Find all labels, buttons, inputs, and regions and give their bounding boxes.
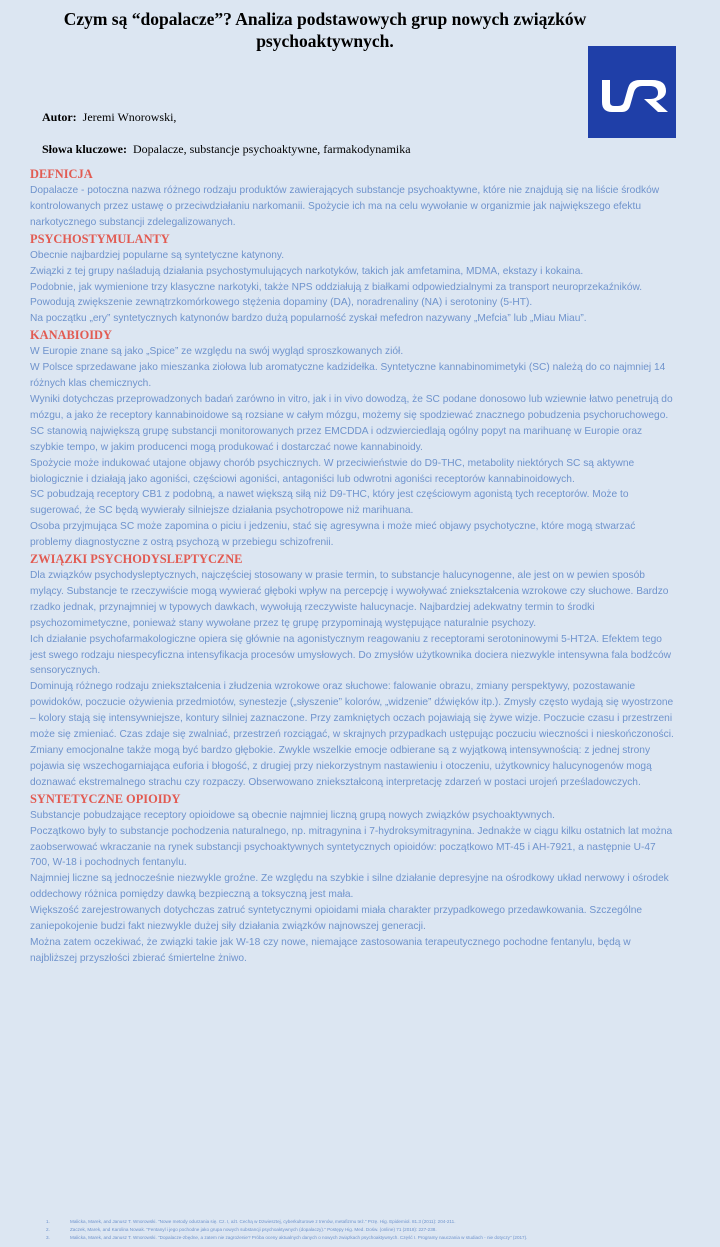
paragraph: Obecnie najbardziej popularne są syntetyczne katynony. bbox=[30, 249, 285, 261]
reference-item bbox=[46, 1226, 686, 1234]
paragraph: Wyniki dotychczas przeprowadzonych badań zarówno in vitro, jak i in vivo dowodzą, że SC podane donosowo lub wziewnie łatwo penetrują do mózgu, a jako że receptory kannabinoidowe są rozsiane w całym mózgu, możemy się spodziewać znacznego pobudzenia psychoruchowego. bbox=[30, 393, 673, 421]
author-line: Autor: Jeremi Wnorowski, bbox=[42, 110, 177, 124]
paragraph: W Polsce sprzedawane jako mieszanka ziołowa lub aromatyczne kadzidełka. Syntetyczne kannabinomimetyki (SC) należą do co najmniej 14 różnych klas chemicznych. bbox=[30, 362, 666, 390]
paragraph: Można zatem oczekiwać, że związki takie jak W-18 czy nowe, niemające zastosowania terapeutycznego pochodne fentanylu, będą w najbliższej przyszłości zbierać śmiertelne żniwo. bbox=[30, 936, 631, 964]
ur-logo-icon bbox=[588, 46, 676, 138]
section-psychodysleptics bbox=[30, 551, 678, 791]
paragraph: Dla związków psychodysleptycznych, najczęściej stosowany w prasie termin, to substancje halucynogenne, ale jest on w pewien sposób mylący. Substancje te rzeczywiście mogą wywierać głęboki wpływ na percepcję i wywoływać zniekształcenia wzrokowe czy słuchowe. Bardzo rzadko jednak, przynajmniej w typowych dawkach, wywołują rzeczywiste halucynacje. Najbardziej adekwatny termin to środki psychozomimetyczne, ponieważ stany wywołane przez tę grupę przypominają występujące naturalnie psychozy. bbox=[30, 570, 669, 629]
paragraph: Na początku „ery” syntetycznych katynonów bardzo dużą popularność zyskał mefedron nazywany „Mefcia” lub „Miau Miau”. bbox=[30, 313, 587, 325]
reference-number: 2. bbox=[46, 1227, 50, 1232]
references bbox=[46, 1218, 686, 1242]
section-heading: PSYCHOSTYMULANTY bbox=[30, 231, 170, 246]
keywords-value: Dopalacze, substancje psychoaktywne, farmakodynamika bbox=[133, 142, 411, 156]
reference-text: Malicka, Marek, and Janusz T. Wnorowski. "Nowe metody odurzania się. Cz. I, ażt. Cechą w Dzwiesztej, cyberkulturowe z trenów, metafizmu też." Przę. Hig. Epidemiol. 81.3 (2011): 204-211. bbox=[70, 1219, 456, 1224]
reference-item bbox=[46, 1218, 686, 1226]
section-heading: KANABIOIDY bbox=[30, 328, 112, 343]
paragraph: Podobnie, jak wymienione trzy klasyczne narkotyki, także NPS oddziałują z białkami odpowiedzialnymi za transport neuroprzekaźników. Powodują zwiększenie zewnątrzkomórkowego stężenia dopaminy (DA), noradrenaliny (NA) i serotoniny (5-HT). bbox=[30, 281, 643, 309]
section-heading: SYNTETYCZNE OPIOIDY bbox=[30, 791, 181, 806]
paragraph: Substancje pobudzające receptory opioidowe są obecnie najmniej liczną grupą nowych związków psychoaktywnych. bbox=[30, 809, 555, 821]
reference-number: 1. bbox=[46, 1219, 50, 1224]
ur-logo bbox=[588, 46, 676, 138]
section-definition bbox=[30, 166, 678, 231]
paragraph: Związki z tej grupy naśladują działania psychostymulujących narkotyków, takich jak amfetamina, MDMA, ekstazy i kokaina. bbox=[30, 265, 584, 277]
reference-item bbox=[46, 1234, 686, 1242]
section-synthetic-opioids bbox=[30, 791, 678, 967]
reference-number: 3. bbox=[46, 1235, 50, 1240]
paragraph: SC stanowią największą grupę substancji monitorowanych przez EMCDDA i odzwierciedlają ogólny popyt na marihuanę w Europie oraz szybkie tempo, w jakim producenci mogą produkować i dostarczać nowe kannabinoidy. bbox=[30, 425, 643, 453]
section-cannabinoids bbox=[30, 327, 678, 551]
keywords-label: Słowa kluczowe bbox=[42, 142, 123, 156]
paragraph: Dopalacze - potoczna nazwa różnego rodzaju produktów zawierających substancje psychoaktywne, które nie znajdują się na liście środków kontrolowanych przez ustawę o przeciwdziałaniu narkomanii. Spożycie ich ma na celu wywołanie w organizmie jak największego efektu narkotycznego substancji zdelegalizowanych. bbox=[30, 185, 660, 228]
author-value: Jeremi Wnorowski, bbox=[82, 110, 177, 124]
paragraph: Większość zarejestrowanych dotychczas zatruć syntetycznymi opioidami miała charakter przypadkowego przedawkowania. Szczególne zaniepokojenie budzi fakt niezwykle dużej siły działania związków najnowszej generacji. bbox=[30, 905, 643, 933]
reference-text: Malicka, Marek, and Janusz T. Wnorowski. "Dopalacze-zbędne, a zatem nie zagrożenie? Próba oceny aktualnych danych o nowych związkach psychoaktywnych. Część I. Programy nauczania w studiach - nie dotyczy" (2017). bbox=[70, 1235, 528, 1240]
keywords-line: Słowa kluczowe: Dopalacze, substancje psychoaktywne, farmakodynamika bbox=[42, 142, 411, 156]
paragraph: Ich działanie psychofarmakologiczne opiera się głównie na agonistycznym reagowaniu z receptorami serotoninowymi 5-HT2A. Efektem tego jest swego rodzaju niespecyficzna intensyfikacja procesów umysłowych. Do zmysłów użytkownika dociera niezwykle intensywna fala bodźców sensorycznych. bbox=[30, 633, 671, 677]
paragraph: Spożycie może indukować utajone objawy chorób psychicznych. W przeciwieństwie do D9-THC, metabolity niektórych SC są aktywne biologicznie i działają jako agoniści, częściowi agoniści, antagoniści lub odwrotni agoniści receptorów kannabinoidowych. bbox=[30, 457, 635, 485]
paragraph: SC pobudzają receptory CB1 z podobną, a nawet większą siłą niż D9-THC, który jest częściowym agonistą tych receptorów. Może to sugerować, że SC będą wywierały silniejsze działania psychotropowe niż marihuana. bbox=[30, 489, 629, 517]
section-psychostimulants bbox=[30, 231, 678, 328]
section-heading: ZWIĄZKI PSYCHODYSLEPTYCZNE bbox=[30, 552, 243, 567]
author-label: Autor bbox=[42, 110, 73, 124]
paragraph: Osoba przyjmująca SC może zapomina o piciu i jedzeniu, stać się agresywna i może mieć objawy psychotyczne, które mogą stwarzać problemy diagnostyczne z ostrą psychozą w przebiegu schizofrenii. bbox=[30, 521, 636, 549]
page-title: Czym są “dopalacze”? Analiza podstawowych grup nowych związków psychoaktywnych. bbox=[63, 9, 587, 51]
paragraph: Najmniej liczne są jednocześnie niezwykle groźne. Ze względu na szybkie i silne działanie depresyjne na ośrodkowy układ nerwowy i ośrodek oddechowy różnica pomiędzy dawką bezpieczną a toksyczną jest mała. bbox=[30, 873, 669, 901]
paragraph: Początkowo były to substancje pochodzenia naturalnego, np. mitragynina i 7-hydroksymitragynina. Jednakże w ciągu kilku ostatnich lat można zaobserwować wkraczanie na rynek substancji psychoaktywnych syntetycznych opioidów: początkowo MT-45 i AH-7921, a następnie U-47 700, W-18 i pochodnych fentanylu. bbox=[30, 825, 673, 869]
reference-text: Zaczek, Marek, and Karolina Nowak. "Fentanyl i jego pochodne jako grupa nowych substancji psychoaktywnych (dopalaczy)." Postępy Hig. Med. Dośw. (online) 71 (2018): 227-238. bbox=[70, 1227, 437, 1232]
paragraph: Dominują różnego rodzaju zniekształcenia i złudzenia wzrokowe oraz słuchowe: falowanie obrazu, zmiany perspektywy, pozostawanie powidoków, poczucie ożywienia przedmiotów, synestezje („słyszenie” kolorów, „widzenie” dźwięków itp.). Zmysły często wydają się wyostrzone – kolory stają się intensywniejsze, kontury silniej zaznaczone. Przy zamkniętych oczach pojawiają się żywe wizje. Poczucie czasu i przestrzeni może się zmieniać. Czas zdaje się zwalniać, przestrzeń rozciągać, w skrajnych przypadkach ustępując poczuciu wieczności i nieskończoności. Zmiany emocjonalne także mogą być bardzo głębokie. Zwykle wszelkie emocje odbierane są z wyjątkową intensywnością: z jednej strony pojawia się wszechogarniająca euforia i błogość, z drugiej przy niekorzystnym nastawieniu i otoczeniu, użytkownicy halucynogenów mogą doznawać ekstremalnego strachu czy rozpaczy. Obserwowano zniekształconą interpretację zdarzeń w postaci urojeń prześladowczych. bbox=[30, 681, 674, 788]
poster-body bbox=[30, 166, 678, 967]
section-heading: DEFNICJA bbox=[30, 167, 93, 181]
paragraph: W Europie znane są jako „Spice” ze względu na swój wygląd sproszkowanych ziół. bbox=[30, 346, 404, 358]
